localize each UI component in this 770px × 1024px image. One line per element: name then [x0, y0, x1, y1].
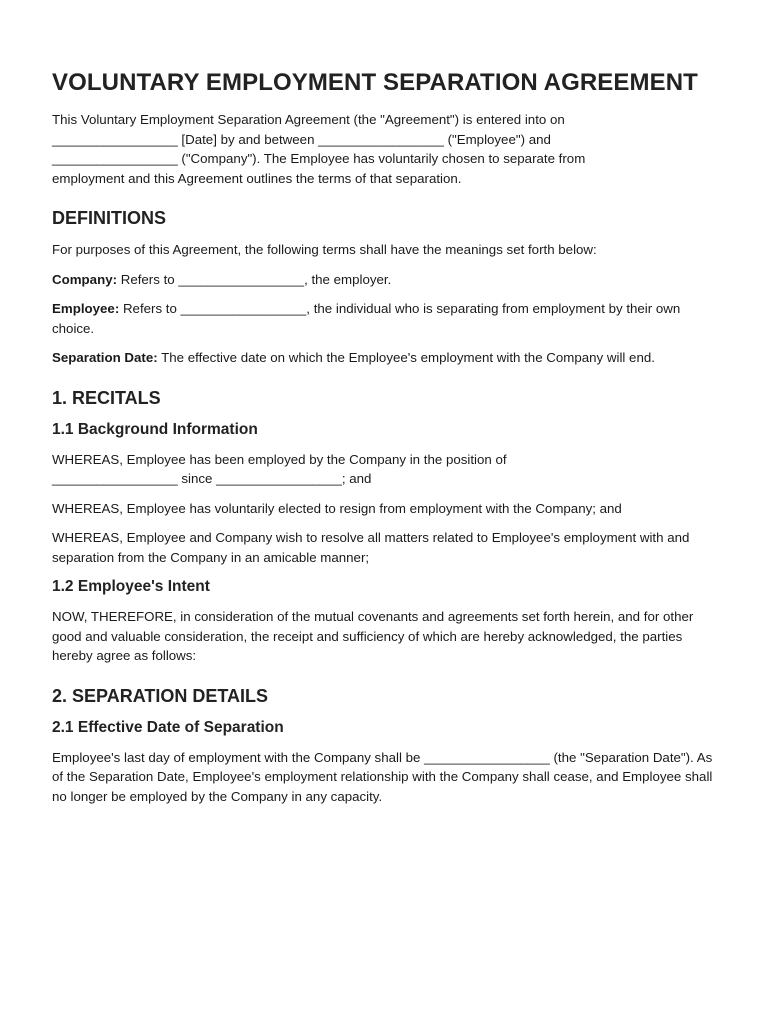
intro-paragraph: [52, 110, 720, 188]
definition-company: [52, 270, 720, 290]
effective-date-paragraph: Employee's last day of employment with the Company shall be _________________ (the "Separation Date"). As of the Separation Date, Employee's employment relationship with the Company shall cease, and Employee shall no longer be employed by the Company in any capacity.: [52, 749, 713, 804]
whereas-1-line-1: WHEREAS, Employee has been employed by the Company in the position of: [52, 451, 507, 467]
whereas-2: WHEREAS, Employee has voluntarily elected to resign from employment with the Company; and: [52, 500, 622, 516]
intent-paragraph: NOW, THEREFORE, in consideration of the mutual covenants and agreements set forth herein, and for other good and valuable consideration, the receipt and sufficiency of which are hereby acknowledged, the parties hereby agree as follows:: [52, 609, 694, 663]
definition-employee-term: Employee:: [52, 301, 120, 316]
background-heading: 1.1 Background Information: [52, 420, 258, 438]
intro-line-2: _________________ [Date] by and between _________________ ("Employee") and: [52, 131, 551, 147]
intro-line-1: This Voluntary Employment Separation Agreement (the "Agreement") is entered into on: [52, 112, 565, 127]
whereas-3: WHEREAS, Employee and Company wish to resolve all matters related to Employee's employment with and separation from the Company in an amicable manner;: [52, 530, 690, 565]
definition-employee-text: Refers to _________________, the individual who is separating from employment by their own choice.: [52, 301, 681, 336]
definitions-heading: DEFINITIONS: [52, 208, 167, 228]
definition-separation-date: [52, 348, 720, 368]
definition-company-term: Company:: [52, 271, 118, 287]
definition-separation-date-term: Separation Date:: [52, 350, 158, 365]
recitals-heading: 1. RECITALS: [52, 387, 161, 408]
definitions-lead: For purposes of this Agreement, the following terms shall have the meanings set forth below:: [52, 242, 597, 257]
document-page: [52, 66, 720, 816]
definition-employee: [52, 299, 720, 338]
document-title: VOLUNTARY EMPLOYMENT SEPARATION AGREEMENT: [52, 69, 698, 96]
separation-heading: 2. SEPARATION DETAILS: [52, 685, 269, 706]
whereas-1-line-2: _________________ since _________________; and: [52, 471, 372, 486]
intro-line-3: _________________ ("Company"). The Employee has voluntarily chosen to separate from: [52, 151, 586, 166]
effective-date-heading: 2.1 Effective Date of Separation: [52, 718, 284, 736]
definition-company-text: Refers to _________________, the employer.: [117, 271, 392, 287]
intro-line-4: employment and this Agreement outlines the terms of that separation.: [52, 170, 462, 186]
whereas-1: [52, 450, 720, 489]
definition-separation-date-text: The effective date on which the Employee's employment with the Company will end.: [157, 350, 655, 365]
intent-heading: 1.2 Employee's Intent: [52, 578, 210, 595]
